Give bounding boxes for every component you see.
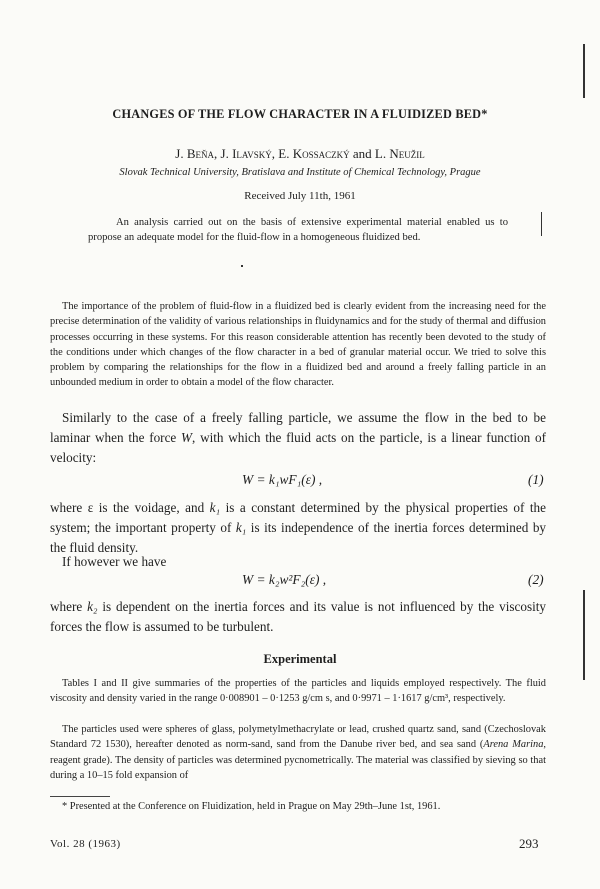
body-paragraph-4 xyxy=(50,597,546,637)
body-text: is dependent on the inertia forces and its value is not influenced by the viscosity forces the flow is assumed to be turbulent. xyxy=(50,599,547,634)
equation-2-number: (2) xyxy=(528,572,544,587)
body-text: is a constant determined by the physical properties of the system; the important property of xyxy=(50,500,546,535)
equation-1-formula: W = k₁wF₁(ε) , xyxy=(242,472,323,487)
body-paragraph-1 xyxy=(50,408,546,467)
body-paragraph-2 xyxy=(50,498,546,557)
margin-rule-bottom xyxy=(583,590,585,680)
experimental-paragraph-1: Tables I and II give summaries of the properties of the particles and liquids employed respectively. The fluid viscosity and density varied in the range 0·008901 – 0·1253 g/cm s, and 0·9971 – 1·1617 g/cm³, respectively. xyxy=(50,678,546,705)
body-paragraph-3: If however we have xyxy=(62,554,167,569)
author-1-surname: Beňa xyxy=(186,146,215,161)
symbol-k1: k₁ xyxy=(235,519,247,535)
volume-info: Vol. 28 (1963) xyxy=(50,838,121,850)
symbol-k1: k₁ xyxy=(209,500,221,515)
body-text: where ε is the voidage, and xyxy=(50,500,210,515)
author-3-surname: Kossaczký xyxy=(292,146,350,161)
author-2-initial: , J. xyxy=(214,146,233,161)
stray-dot xyxy=(241,265,243,267)
author-4-surname: Neužil xyxy=(389,146,425,161)
footnote: * Presented at the Conference on Fluidization, held in Prague on May 29th–June 1st, 1961. xyxy=(62,801,441,812)
abstract: An analysis carried out on the basis of extensive experimental material enabled us to propose an adequate model for the fluid-flow in a homogeneous fluidized bed. xyxy=(88,217,508,243)
affiliation: Slovak Technical University, Bratislava and Institute of Chemical Technology, Prague xyxy=(119,167,481,178)
author-2-surname: Ilavský xyxy=(232,146,272,161)
margin-tick xyxy=(541,212,542,236)
symbol-k2: k₂ xyxy=(87,599,98,614)
body-text: , with which the fluid acts on the particle, is a linear function of velocity: xyxy=(50,429,546,465)
page-number: 293 xyxy=(519,836,539,851)
italic-term: Arena Marina xyxy=(483,739,544,751)
equation-1-number: (1) xyxy=(528,472,544,487)
author-4-initial: and L. xyxy=(349,146,390,161)
article-title: CHANGES OF THE FLOW CHARACTER IN A FLUIDIZED BED* xyxy=(112,107,488,121)
experimental-paragraph-2 xyxy=(50,722,546,783)
body-text: , reagent grade). The density of particles was determined pycnometrically. The material was classified by sieving so that during a 10–15 fold expansion of xyxy=(50,739,547,781)
margin-rule-top xyxy=(583,44,585,98)
footnote-divider xyxy=(50,796,110,797)
body-text: where xyxy=(50,599,88,614)
author-3-initial: , E. xyxy=(271,146,293,161)
body-text: Similarly to the case of a freely falling particle, we assume the flow in the bed to be laminar when the force xyxy=(50,410,546,445)
intro-paragraph: The importance of the problem of fluid-flow in a fluidized bed is clearly evident from the increasing need for the precise determination of the validity of various relationships in fluidynamics and for the study of thermal and diffusion processes occurring in these systems. For this reason considerable attention has recently been devoted to the study of the conditions under which changes of the flow character in a bed of granular material occur. We tried to solve this problem by comparing the relationships for the flow in a fluidized bed and around a freely falling particle in an unbounded medium in order to obtain a model of the flow character. xyxy=(50,301,546,389)
section-heading-experimental: Experimental xyxy=(263,652,337,666)
author-list xyxy=(30,146,570,162)
received-date: Received July 11th, 1961 xyxy=(244,190,356,202)
equation-2-formula: W = k₂w²F₂(ε) , xyxy=(242,572,327,587)
body-text: is its independence of the inertia forces determined by the fluid density. xyxy=(50,519,547,555)
symbol-W: W xyxy=(181,429,193,445)
author-1-initial: J. xyxy=(175,146,187,161)
body-text: The particles used were spheres of glass, polymetylmethacrylate or lead, crushed quartz sand, sand (Czechoslovak Standard 72 1530), hereafter denoted as norm-sand, sand from the Danube river bed, and sea sand ( xyxy=(50,724,546,751)
